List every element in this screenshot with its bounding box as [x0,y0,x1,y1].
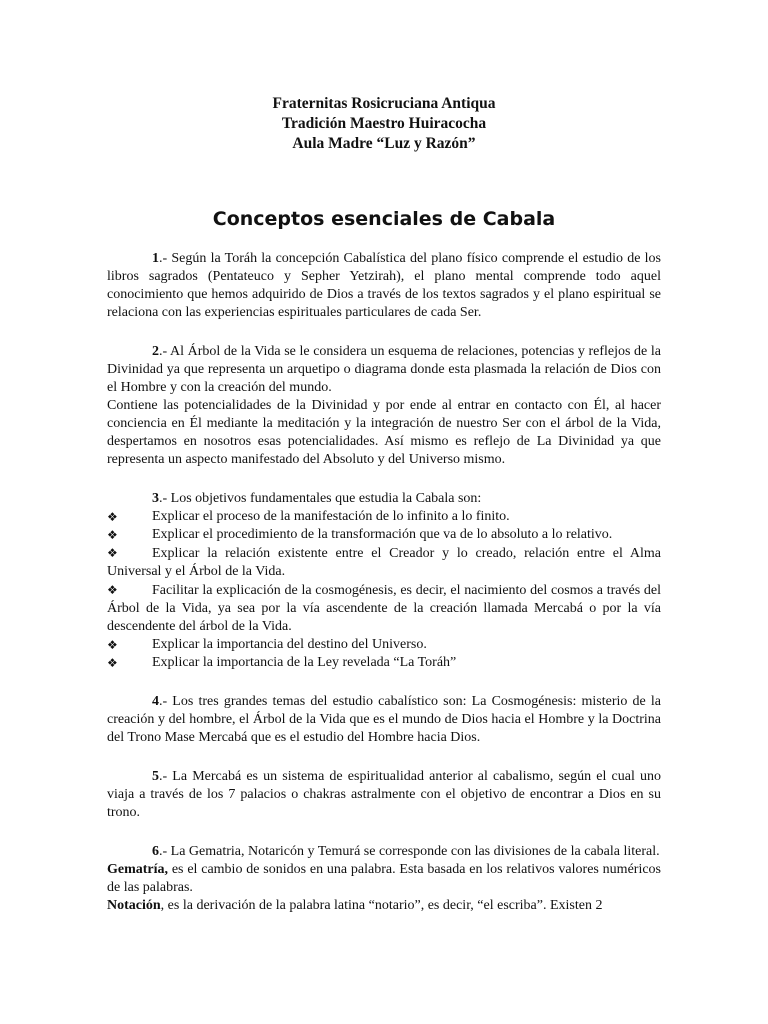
section-2-number: 2 [152,344,159,359]
objective-item: ❖ Explicar la relación existente entre el Creador y lo creado, relación entre el Alma Universal y el Árbol de la Vida. [107,546,661,579]
section-5-number: 5 [152,769,159,784]
gematria-text: es el cambio de sonidos en una palabra. Esta basada en los relativos valores numéricos de las palabras. [107,862,661,895]
objective-item: ❖ Explicar la importancia de la Ley revelada “La Toráh” [107,655,457,670]
section-4-number: 4 [152,694,159,709]
section-3-intro: .- Los objetivos fundamentales que estudia la Cabala son: [159,491,482,506]
notacion-label: Notación [107,898,161,913]
section-3 [107,490,661,508]
section-4-text: .- Los tres grandes temas del estudio cabalístico son: La Cosmogénesis: misterio de la creación y del hombre, el Árbol de la Vida que es el mundo de Dios hacia el Hombre y la Doctrina del Trono Mase Mercabá que es el estudio del Hombre hacia Dios. [107,694,661,745]
section-5-text: .- La Mercabá es un sistema de espiritualidad anterior al cabalismo, según el cual uno viaja a través de los 7 palacios o chakras astralmente con el objetivo de encontrar a Dios en su trono. [107,769,661,820]
gematria-label: Gematría, [107,862,169,877]
objective-item: ❖ Facilitar la explicación de la cosmogénesis, es decir, el nacimiento del cosmos a través del Árbol de la Vida, ya sea por la vía ascendente de la creación llamada Mercabá o por la vía descendente del árbol de la Vida. [107,583,661,634]
header-line-2: Tradición Maestro Huiracocha [281,115,487,132]
section-1 [107,250,661,322]
section-5 [107,768,661,822]
section-4 [107,693,661,747]
document-header [0,94,768,154]
diamond-dots-icon: ❖ [107,638,118,652]
section-3-number: 3 [152,491,159,506]
section-1-number: 1 [152,251,159,266]
notacion-definition [107,897,661,915]
objective-item: ❖ Explicar el procedimiento de la transformación que va de lo absoluto a lo relativo. [107,527,613,542]
diamond-dots-icon: ❖ [107,510,118,524]
section-1-text: .- Según la Toráh la concepción Cabalística del plano físico comprende el estudio de los libros sagrados (Pentateuco y Sepher Yetzirah), el plano mental comprende todo aquel conocimiento que hemos adquirido de Dios a través de los textos sagrados y el plano espiritual se relaciona con las experiencias espirituales particulares de cada Ser. [107,251,661,320]
section-2-paragraph-2: Contiene las potencialidades de la Divinidad y por ende al entrar en contacto con Él, al hacer conciencia en Él mediante la meditación y la integración de nuestro Ser con el árbol de la Vida, despertamos en nosotros esas potencialidades. Así mismo es reflejo de La Divinidad ya que representa un aspecto manifestado del Absoluto y del Universo mismo. [107,398,661,467]
section-2 [107,343,661,397]
objective-item: ❖ Explicar el proceso de la manifestación de lo infinito a lo finito. [107,509,510,524]
diamond-dots-icon: ❖ [107,528,118,542]
header-line-3: Aula Madre “Luz y Razón” [292,135,476,152]
gematria-definition [107,861,661,897]
diamond-dots-icon: ❖ [107,546,118,560]
objective-item: ❖ Explicar la importancia del destino del Universo. [107,637,427,652]
diamond-dots-icon: ❖ [107,583,118,597]
section-6-number: 6 [152,844,159,859]
diamond-dots-icon: ❖ [107,656,118,670]
section-6-text: .- La Gematria, Notaricón y Temurá se corresponde con las divisiones de la cabala literal. [159,844,660,859]
section-2-text: .- Al Árbol de la Vida se le considera un esquema de relaciones, potencias y reflejos de la Divinidad ya que representa un arquetipo o diagrama donde esta plasmada la relación de Dios con el Hombre y con la creación del mundo. [107,344,661,395]
document-body [107,250,661,915]
section-6 [107,843,661,861]
document-title: Conceptos esenciales de Cabala [212,208,556,230]
notacion-text: , es la derivación de la palabra latina “notario”, es decir, “el escriba”. Existen 2 [160,898,603,913]
header-line-1: Fraternitas Rosicruciana Antiqua [272,95,496,112]
